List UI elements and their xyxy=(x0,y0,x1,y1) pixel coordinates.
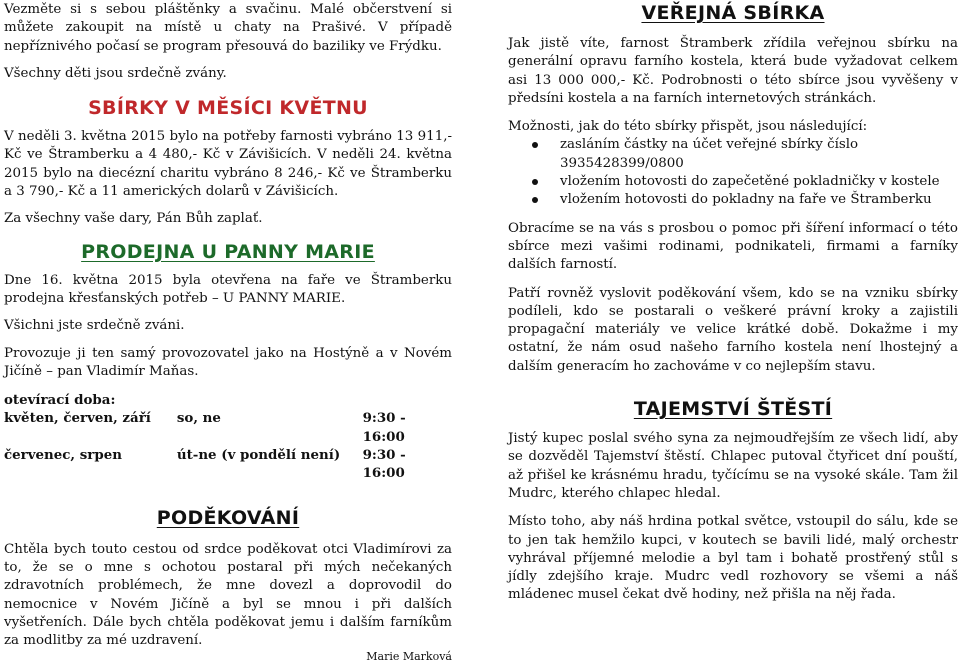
bullet-icon xyxy=(532,179,538,185)
list-item-text: vložením hotovosti do zapečetěné pokladničky v kostele xyxy=(560,174,940,190)
mystery-paragraph-1: Jistý kupec poslal svého syna za nejmoudřejším ze všech lidí, aby se dozvěděl Tajemství štěstí. Chlapec putoval čtyřicet dní pouští, až přišel ke krásnému hradu, tyčícímu se na vysoké skále. Tam žil Mudrc, kterého chlapec hledal. xyxy=(508,431,958,501)
shop-paragraph: Dne 16. května 2015 byla otevřena na faře ve Štramberku prodejna křesťanských potřeb – U PANNY MARIE. xyxy=(4,272,452,306)
shop-operator-paragraph: Provozuje ji ten samý provozovatel jako na Hostýně a v Novém Jičíně – pan Vladimír Maňas. xyxy=(4,345,452,379)
list-item-text: zasláním částky na účet veřejné sbírky číslo 3935428399/0800 xyxy=(560,137,859,171)
bullet-icon xyxy=(532,197,538,203)
hours-row xyxy=(4,409,452,446)
signature: Marie Marková xyxy=(366,650,452,664)
collections-heading: SBÍRKY V MĚSÍCI KVĚTNU xyxy=(88,97,368,120)
left-column xyxy=(4,0,452,664)
thanks-paragraph: Chtěla bych touto cestou od srdce poděkovat otci Vladimírovi za to, že se o mne s ochotou postaral při mých nečekaných zdravotních problémech, že mne dovezl a doprovodil do nemocnice v Novém Jičíně a byl se mnou i při dalších vyšetřeních. Dále bych chtěla poděkovat jemu i dalším farníkům za modlitby za mé uzdravení. xyxy=(4,541,452,649)
intro-paragraph: Vezměte si s sebou pláštěnky a svačinu. Malé občerstvení si můžete zakoupit na místě u chaty na Prašivé. V případě nepříznivého počasí se program přesouvá do baziliky ve Frýdku. xyxy=(4,2,452,54)
hours-label: otevírací doba: xyxy=(4,392,116,409)
public-collection-paragraph: Jak jistě víte, farnost Štramberk zřídila veřejnou sbírku na generální opravu farního kostela, která bude vyžadovat celkem asi 13 000 000,- Kč. Podrobnosti o této sbírce jsou vyvěšeny v předsíni kostela a na farních internetových stránkách. xyxy=(508,36,958,106)
gratitude-paragraph: Patří rovněž vyslovit poděkování všem, kdo se na vzniku sbírky podíleli, kdo se postarali o veškeré právní kroky a zajistili propagační materiály ve velice krátké době. Dokažme i my ostatní, že nám osud našeho farního kostela není lhostejný a dalším generacím ho zachováme v co nejlepším stavu. xyxy=(508,285,958,374)
hours-months: květen, červen, září xyxy=(4,410,151,427)
thanks-god-paragraph: Za všechny vaše dary, Pán Bůh zaplať. xyxy=(4,211,263,227)
request-paragraph: Obracíme se na vás s prosbou o pomoc při šíření informací o této sbírce mezi vašimi rodinami, podnikateli, firmami a farníky dalších farností. xyxy=(508,220,958,273)
list-item xyxy=(532,136,958,173)
invite-paragraph: Všechny děti jsou srdečně zvány. xyxy=(4,65,227,81)
hours-months: červenec, srpen xyxy=(4,447,122,464)
hours-row xyxy=(4,446,452,483)
ways-list xyxy=(508,136,958,209)
list-item-text: vložením hotovosti do pokladny na faře ve Štramberku xyxy=(560,192,932,208)
hours-time: 9:30 - 16:00 xyxy=(362,410,406,445)
hours-days: so, ne xyxy=(176,410,221,427)
ways-intro: Možnosti, jak do této sbírky přispět, jsou následující: xyxy=(508,119,868,135)
list-item xyxy=(532,173,958,191)
shop-invite-paragraph: Všichni jste srdečně zváni. xyxy=(4,318,185,334)
right-column xyxy=(508,0,958,605)
list-item xyxy=(532,191,958,209)
mystery-heading: TAJEMSTVÍ ŠTĚSTÍ xyxy=(633,398,833,421)
thanks-heading: PODĚKOVÁNÍ xyxy=(156,506,300,529)
collections-paragraph: V neděli 3. května 2015 bylo na potřeby farnosti vybráno 13 911,- Kč ve Štramberku a 4 480,- Kč v Závišicích. V neděli 24. května 2015 bylo na diecézní charitu vybráno 8 246,- Kč ve Štramberku a 3 790,- Kč a 11 amerických dolarů v Závišicích. xyxy=(4,129,452,200)
public-collection-heading: VEŘEJNÁ SBÍRKA xyxy=(641,2,825,24)
shop-heading: PRODEJNA U PANNY MARIE xyxy=(81,240,375,263)
hours-time: 9:30 - 16:00 xyxy=(362,447,406,482)
mystery-paragraph-2: Místo toho, aby náš hrdina potkal světce, vstoupil do sálu, kde se to jen tak hemžilo kupci, v koutech se bavili lidé, malý orchestr vyhrával příjemné melodie a byl tam i bohatě prostřený stůl s jídly zdejšího kraje. Mudrc vedl rozhovory se všemi a náš mládenec musel čekat dvě hodiny, než přišla na něj řada. xyxy=(508,514,958,603)
hours-days: út-ne (v pondělí není) xyxy=(176,447,341,464)
bullet-icon xyxy=(532,142,538,148)
hours-table xyxy=(4,409,452,482)
